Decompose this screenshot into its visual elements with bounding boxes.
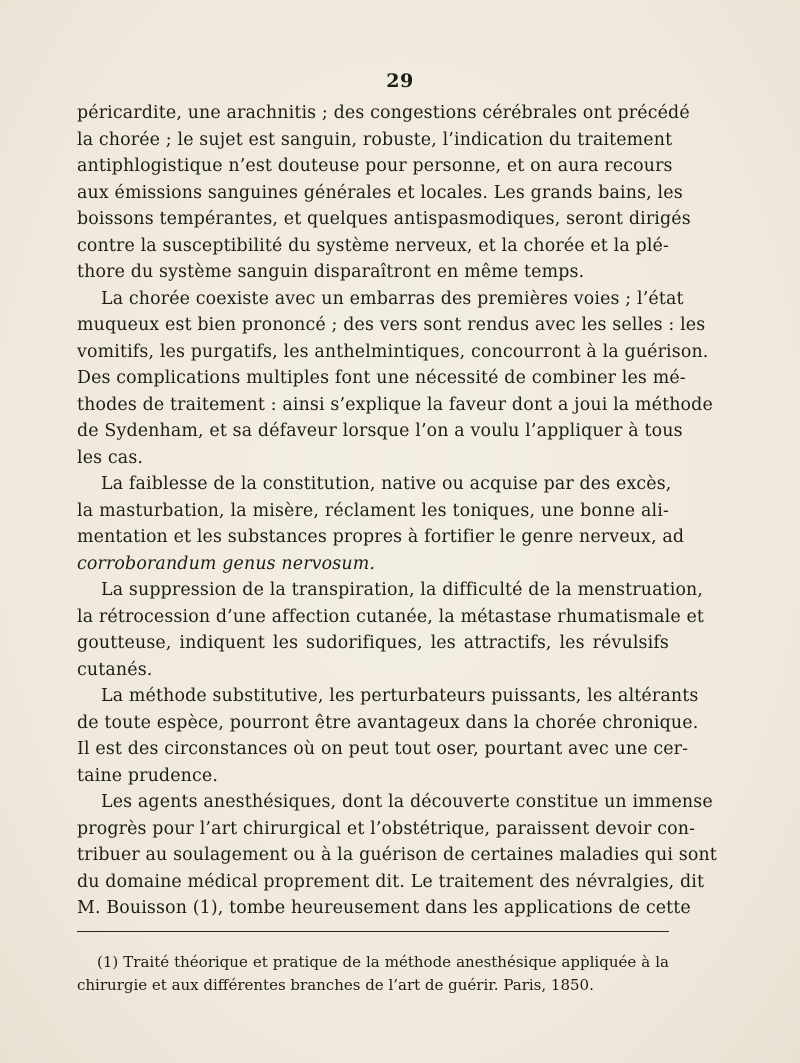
text-line: aux émissions sanguines générales et locales. Les grands bains, les — [77, 182, 683, 203]
text-line: muqueux est bien prononcé ; des vers sont rendus avec les selles : les — [77, 315, 706, 335]
text-line: Des complications multiples font une nécessité de combiner les mé- — [77, 368, 686, 388]
text-line: antiphlogistique n’est douteuse pour personne, et on aura recours — [77, 156, 673, 176]
text-line: cutanés. — [77, 659, 153, 680]
text-line: La suppression de la transpiration, la difficulté de la menstruation, — [101, 580, 704, 600]
text-line: de Sydenham, et sa défaveur lorsque l’on a voulu l’appliquer à tous — [77, 421, 683, 441]
text-line: corroborandum genus nervosum. — [77, 553, 376, 574]
text-line: M. Bouisson (1), tombe heureusement dans les applications de cette — [77, 898, 691, 918]
text-line: la chorée ; le sujet est sanguin, robuste, l’indication du traitement — [77, 129, 673, 150]
text-line: vomitifs, les purgatifs, les anthelmintiques, concourront à la guérison. — [77, 341, 709, 362]
text-line: péricardite, une arachnitis ; des congestions cérébrales ont précédé — [77, 103, 690, 123]
text-line: thore du système sanguin disparaîtront en même temps. — [77, 262, 585, 282]
text-line: Les agents anesthésiques, dont la découverte constitue un immense — [101, 792, 713, 812]
text-line: boissons tempérantes, et quelques antispasmodiques, seront dirigés — [77, 209, 691, 229]
footnote-separator — [77, 931, 669, 932]
text-line: de toute espèce, pourront être avantageux dans la chorée chronique. — [77, 712, 699, 733]
footnote — [77, 951, 669, 997]
text-line: goutteuse, indiquent les sudorifiques, les attractifs, les révulsifs — [77, 633, 669, 653]
text-line: la masturbation, la misère, réclament les toniques, une bonne ali- — [77, 500, 669, 521]
text-line: les cas. — [77, 447, 144, 468]
text-line: la rétrocession d’une affection cutanée, la métastase rhumatismale et — [77, 606, 705, 627]
text-line: La chorée coexiste avec un embarras des premières voies ; l’état — [101, 288, 684, 309]
text-line: contre la susceptibilité du système nerveux, et la chorée et la plé- — [77, 235, 669, 256]
text-line: tribuer au soulagement ou à la guérison de certaines maladies qui sont — [77, 845, 717, 865]
text-line: La faiblesse de la constitution, native ou acquise par des excès, — [101, 474, 672, 494]
text-line: Il est des circonstances où on peut tout oser, pourtant avec une cer- — [77, 739, 689, 759]
text-line: thodes de traitement : ainsi s’explique la faveur dont a joui la méthode — [77, 394, 713, 415]
page-number: 29 — [386, 70, 414, 92]
footnote-line: chirurgie et aux différentes branches de l’art de guérir. Paris, 1850. — [77, 976, 594, 994]
text-line: mentation et les substances propres à fortifier le genre nerveux, ad — [77, 527, 685, 547]
text-line: du domaine médical proprement dit. Le traitement des névralgies, dit — [77, 871, 705, 892]
text-line: taine prudence. — [77, 765, 219, 786]
text-line: progrès pour l’art chirurgical et l’obstétrique, paraissent devoir con- — [77, 818, 696, 839]
footnote-line: (1) Traité théorique et pratique de la méthode anesthésique appliquée à la — [97, 953, 669, 971]
body-text — [77, 100, 717, 922]
text-line: La méthode substitutive, les perturbateurs puissants, les altérants — [101, 686, 699, 706]
